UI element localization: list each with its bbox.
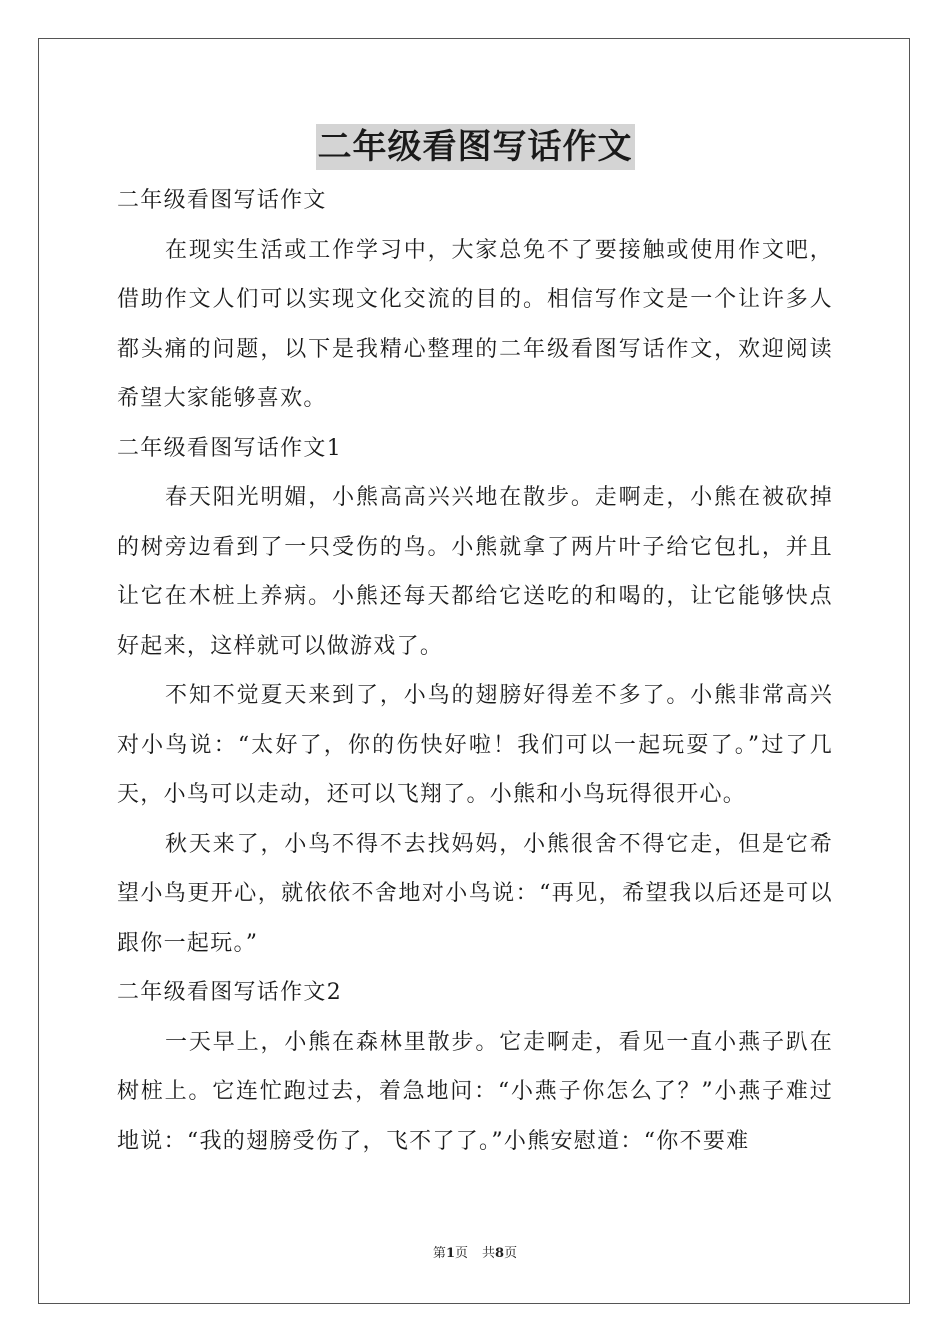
body-paragraph: 秋天来了，小鸟不得不去找妈妈，小熊很舍不得它走，但是它希望小鸟更开心，就依依不舍地对小鸟说：“再见，希望我以后还是可以跟你一起玩。” [117, 831, 833, 956]
total-prefix: 共 [482, 1246, 496, 1261]
page-total: 8 [495, 1246, 505, 1261]
page-prefix: 第 [432, 1246, 446, 1261]
title-wrap [0, 124, 950, 170]
intro-paragraph: 在现实生活或工作学习中，大家总免不了要接触或使用作文吧，借助作文人们可以实现文化交流的目的。相信写作文是一个让许多人都头痛的问题，以下是我精心整理的二年级看图写话作文，欢迎阅读希望大家能够喜欢。 [117, 237, 833, 411]
page-footer [0, 1245, 950, 1263]
document-subtitle: 二年级看图写话作文 [117, 188, 327, 213]
page-suffix: 页 [454, 1246, 468, 1261]
total-suffix: 页 [504, 1246, 518, 1261]
body-paragraph: 不知不觉夏天来到了，小鸟的翅膀好得差不多了。小熊非常高兴对小鸟说：“太好了，你的伤快好啦！我们可以一起玩耍了。”过了几天，小鸟可以走动，还可以飞翔了。小熊和小鸟玩得很开心。 [117, 683, 833, 807]
document-body [117, 176, 833, 1166]
section-heading: 二年级看图写话作文2 [117, 980, 342, 1005]
document-title: 二年级看图写话作文 [316, 124, 635, 170]
body-paragraph: 一天早上，小熊在森林里散步。它走啊走，看见一直小燕子趴在树桩上。它连忙跑过去，着急地问：“小燕子你怎么了？”小燕子难过地说：“我的翅膀受伤了，飞不了了。”小熊安慰道：“你不要难 [117, 1029, 833, 1154]
section-heading: 二年级看图写话作文1 [117, 435, 342, 461]
body-paragraph: 春天阳光明媚，小熊高高兴兴地在散步。走啊走，小熊在被砍掉的树旁边看到了一只受伤的鸟。小熊就拿了两片叶子给它包扎，并且让它在木桩上养病。小熊还每天都给它送吃的和喝的，让它能够快点好起来，这样就可以做游戏了。 [117, 485, 833, 659]
page-current: 1 [445, 1246, 455, 1261]
